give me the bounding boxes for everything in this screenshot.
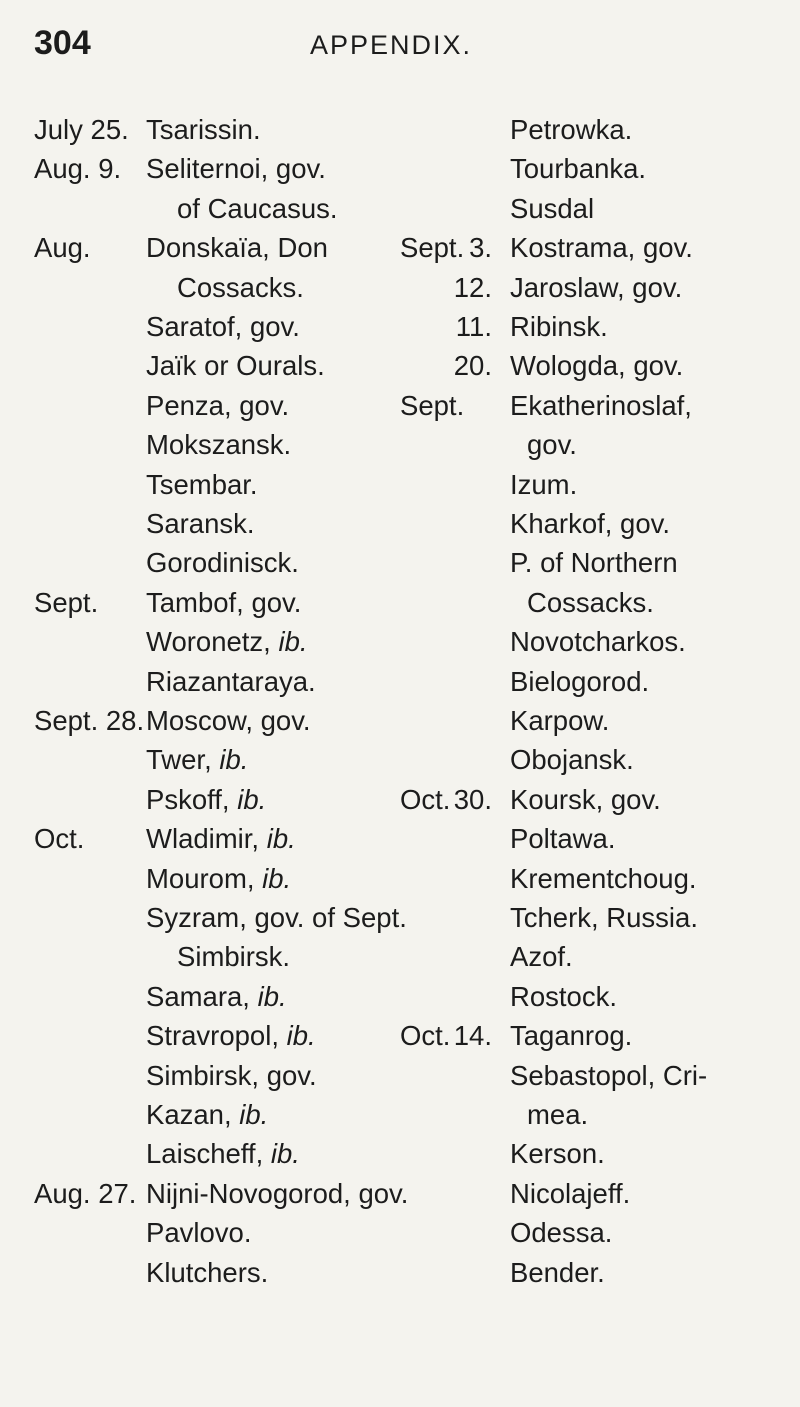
right-day: 14. (453, 1020, 492, 1052)
left-place: Mokszansk. (146, 429, 292, 461)
left-place: Stravropol, ib. (146, 1020, 316, 1052)
entry-line (0, 1016, 800, 1056)
right-date: Sept. (400, 232, 465, 264)
right-place: Ekatherinoslaf, (510, 389, 692, 421)
entry-line (0, 1134, 800, 1174)
left-place: Laischeff, ib. (146, 1138, 300, 1170)
entry-line (0, 307, 800, 347)
right-place: P. of Northern (510, 547, 678, 579)
left-place: Twer, ib. (146, 744, 249, 776)
right-place: Novotcharkos. (510, 626, 686, 658)
entry-line (0, 622, 800, 662)
right-place: Odessa. (510, 1217, 613, 1249)
right-place: Nicolajeff. (510, 1177, 631, 1209)
right-place: Sebastopol, Cri- (510, 1059, 708, 1091)
left-place: Gorodinisck. (146, 547, 299, 579)
entry-line (0, 701, 800, 741)
entry-line (0, 110, 800, 150)
left-place: Tsarissin. (146, 114, 261, 145)
right-place: Krementchoug. (510, 862, 697, 894)
entry-line (0, 1095, 800, 1135)
entry-line (0, 1056, 800, 1096)
right-place: Taganrog. (510, 1020, 633, 1052)
left-place: Samara, ib. (146, 980, 287, 1012)
entry-line (0, 465, 800, 505)
left-place: Donskaïa, Don (146, 232, 328, 264)
right-place: Kostrama, gov. (510, 232, 693, 264)
left-place: Riazantaraya. (146, 665, 316, 697)
right-day: 3. (469, 232, 492, 264)
left-date: Aug. 27. (34, 1177, 137, 1209)
right-place: Kharkof, gov. (510, 508, 670, 539)
running-head: APPENDIX. (310, 30, 473, 60)
entry-line (0, 504, 800, 544)
right-place: Bielogorod. (510, 665, 650, 697)
entry-line (0, 977, 800, 1017)
right-place: Jaroslaw, gov. (510, 271, 683, 303)
left-place: Wladimir, ib. (146, 823, 296, 855)
left-place: Nijni-Novogorod, gov. (146, 1177, 409, 1209)
right-place: Ribinsk. (510, 311, 608, 342)
right-date: Oct. (400, 783, 451, 815)
ibid-abbrev: ib. (219, 744, 249, 776)
entry-line (0, 898, 800, 938)
page-number: 304 (34, 24, 91, 62)
right-place: Obojansk. (510, 744, 634, 776)
right-day: 12. (453, 271, 492, 303)
right-place-continuation: mea. (527, 1099, 589, 1130)
right-place: Susdal (510, 192, 595, 224)
entry-line (0, 149, 800, 189)
entry-line (0, 780, 800, 820)
left-place: Kazan, ib. (146, 1099, 269, 1130)
right-day: 20. (453, 350, 492, 382)
right-place: Koursk, gov. (510, 783, 661, 815)
right-place: Azof. (510, 941, 573, 973)
entry-line (0, 1253, 800, 1293)
entry-line (0, 543, 800, 583)
left-place: Pskoff, ib. (146, 783, 267, 815)
ibid-abbrev: ib. (239, 1099, 269, 1130)
entry-line (0, 346, 800, 386)
entry-line (0, 583, 800, 623)
left-place: Penza, gov. (146, 389, 290, 421)
entry-line (0, 386, 800, 426)
right-place: Izum. (510, 468, 578, 500)
left-place-continuation: Cossacks. (177, 271, 304, 303)
right-place: Bender. (510, 1256, 605, 1288)
entry-line (0, 228, 800, 268)
left-place: Tsembar. (146, 468, 258, 500)
entry-line (0, 425, 800, 465)
left-place: Saransk. (146, 508, 255, 539)
right-place: Tourbanka. (510, 153, 647, 185)
entry-line (0, 819, 800, 859)
right-place-continuation: Cossacks. (527, 586, 654, 618)
left-place: Syzram, gov. of Sept. (146, 902, 407, 933)
right-place: Karpow. (510, 705, 610, 736)
ibid-abbrev: ib. (278, 626, 308, 658)
entry-line (0, 662, 800, 702)
left-date: Oct. (34, 823, 85, 855)
right-date: Oct. (400, 1020, 451, 1052)
left-place: Pavlovo. (146, 1217, 252, 1249)
right-place-continuation: gov. (527, 429, 577, 461)
right-date: Sept. (400, 389, 465, 421)
entry-line (0, 937, 800, 977)
left-date: Sept. 28. (34, 705, 145, 736)
left-date: Sept. (34, 586, 99, 618)
left-place-continuation: of Caucasus. (177, 192, 338, 224)
right-place: Wologda, gov. (510, 350, 684, 382)
right-place: Petrowka. (510, 114, 633, 145)
entry-line (0, 1174, 800, 1214)
entry-line (0, 268, 800, 308)
left-place-continuation: Simbirsk. (177, 941, 291, 973)
ibid-abbrev: ib. (270, 1138, 300, 1170)
ibid-abbrev: ib. (286, 1020, 316, 1052)
entry-line (0, 740, 800, 780)
left-place: Seliternoi, gov. (146, 153, 326, 185)
right-place: Kerson. (510, 1138, 605, 1170)
ibid-abbrev: ib. (262, 862, 292, 894)
left-date: Aug. 9. (34, 153, 122, 185)
right-day: 11. (455, 311, 492, 342)
right-place: Poltawa. (510, 823, 616, 855)
entry-line (0, 189, 800, 229)
right-day: 30. (453, 783, 492, 815)
left-place: Saratof, gov. (146, 311, 300, 342)
ibid-abbrev: ib. (237, 783, 267, 815)
right-place: Rostock. (510, 980, 617, 1012)
left-date: Aug. (34, 232, 91, 264)
left-place: Woronetz, ib. (146, 626, 308, 658)
ibid-abbrev: ib. (257, 980, 287, 1012)
ibid-abbrev: ib. (266, 823, 296, 855)
left-place: Mourom, ib. (146, 862, 292, 894)
entry-line (0, 859, 800, 899)
right-place: Tcherk, Russia. (510, 902, 698, 933)
left-place: Moscow, gov. (146, 705, 311, 736)
left-date: July 25. (34, 114, 129, 145)
left-place: Simbirsk, gov. (146, 1059, 317, 1091)
left-place: Tambof, gov. (146, 586, 302, 618)
entry-line (0, 1213, 800, 1253)
left-place: Klutchers. (146, 1256, 269, 1288)
left-place: Jaïk or Ourals. (146, 350, 325, 382)
